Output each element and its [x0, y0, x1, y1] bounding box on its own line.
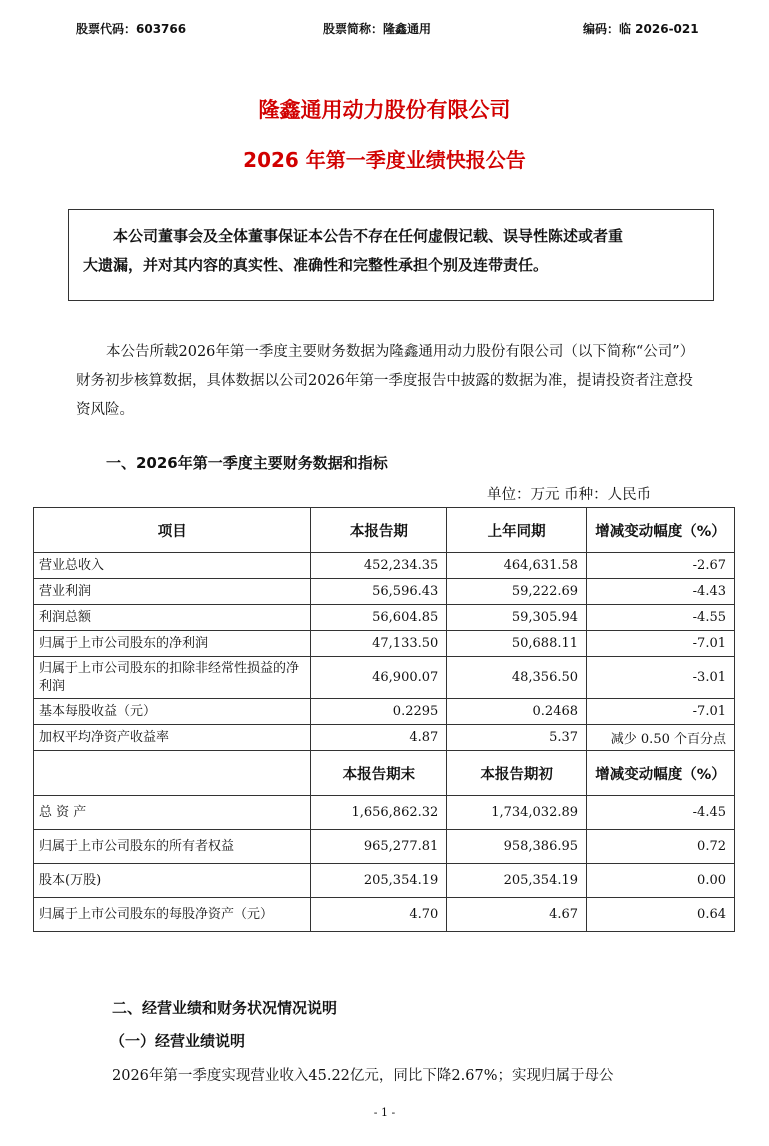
table-row	[34, 631, 735, 657]
stock-code: 股票代码：603766	[76, 22, 187, 36]
row-previous: 50,688.11	[447, 631, 587, 657]
row-item: 营业利润	[34, 579, 311, 605]
row-item: 利润总额	[34, 605, 311, 631]
row-item: 归属于上市公司股东的每股净资产（元）	[34, 898, 311, 932]
row-current: 4.70	[311, 898, 447, 932]
col-header-change-2: 增减变动幅度（%）	[587, 751, 735, 796]
row-change: -2.67	[587, 553, 735, 579]
row-change: 0.72	[587, 830, 735, 864]
table-header-row	[34, 508, 735, 553]
row-change: -7.01	[587, 631, 735, 657]
row-previous: 1,734,032.89	[447, 796, 587, 830]
table-row	[34, 605, 735, 631]
row-previous: 59,222.69	[447, 579, 587, 605]
row-item: 基本每股收益（元）	[34, 699, 311, 725]
company-title: 隆鑫通用动力股份有限公司	[258, 98, 511, 122]
col-header-period-end: 本报告期末	[311, 751, 447, 796]
row-item: 加权平均净资产收益率	[34, 725, 311, 751]
row-previous: 48,356.50	[447, 657, 587, 699]
row-item: 归属于上市公司股东的净利润	[34, 631, 311, 657]
row-previous: 59,305.94	[447, 605, 587, 631]
col-header-period-start: 本报告期初	[447, 751, 587, 796]
table-row	[34, 553, 735, 579]
board-statement-line-1: 本公司董事会及全体董事保证本公告不存在任何虚假记载、误导性陈述或者重	[113, 227, 624, 245]
row-current: 47,133.50	[311, 631, 447, 657]
col-header-current: 本报告期	[311, 508, 447, 553]
row-item: 归属于上市公司股东的扣除非经常性损益的净利润	[34, 657, 311, 699]
row-current: 56,604.85	[311, 605, 447, 631]
financial-data-table	[33, 507, 735, 932]
row-previous: 464,631.58	[447, 553, 587, 579]
table-row	[34, 864, 735, 898]
section-1-heading: 一、2026年第一季度主要财务数据和指标	[106, 454, 388, 472]
row-previous: 4.67	[447, 898, 587, 932]
row-item: 营业总收入	[34, 553, 311, 579]
section-2-heading: 二、经营业绩和财务状况情况说明	[112, 999, 338, 1017]
table-row	[34, 699, 735, 725]
row-change: 0.00	[587, 864, 735, 898]
subsection-heading: （一）经营业绩说明	[110, 1032, 246, 1050]
table-row	[34, 725, 735, 751]
row-item: 股本(万股)	[34, 864, 311, 898]
board-statement-box	[68, 209, 714, 301]
row-change: -4.43	[587, 579, 735, 605]
table-row	[34, 796, 735, 830]
board-statement-line-2: 大遗漏，并对其内容的真实性、准确性和完整性承担个别及连带责任。	[83, 256, 549, 274]
row-previous: 5.37	[447, 725, 587, 751]
row-previous: 205,354.19	[447, 864, 587, 898]
row-current: 1,656,862.32	[311, 796, 447, 830]
row-current: 56,596.43	[311, 579, 447, 605]
report-title: 2026 年第一季度业绩快报公告	[243, 148, 526, 172]
row-item: 归属于上市公司股东的所有者权益	[34, 830, 311, 864]
col-header-item: 项目	[34, 508, 311, 553]
col-header-blank	[34, 751, 311, 796]
col-header-previous: 上年同期	[447, 508, 587, 553]
row-current: 965,277.81	[311, 830, 447, 864]
row-change: -4.45	[587, 796, 735, 830]
row-item: 总 资 产	[34, 796, 311, 830]
table-subheader-row	[34, 751, 735, 796]
row-change: 减少 0.50 个百分点	[587, 725, 735, 751]
table-row	[34, 898, 735, 932]
intro-paragraph: 本公告所载2026年第一季度主要财务数据为隆鑫通用动力股份有限公司（以下简称“公司”）财务初步核算数据，具体数据以公司2026年第一季度报告中披露的数据为准，提请投资者注意投资风险。	[76, 344, 695, 418]
row-current: 205,354.19	[311, 864, 447, 898]
row-previous: 958,386.95	[447, 830, 587, 864]
row-current: 0.2295	[311, 699, 447, 725]
table-row	[34, 657, 735, 699]
col-header-change: 增减变动幅度（%）	[587, 508, 735, 553]
row-change: -7.01	[587, 699, 735, 725]
document-number: 编码：临 2026-021	[583, 22, 699, 36]
row-change: 0.64	[587, 898, 735, 932]
page-number: - 1 -	[373, 1106, 396, 1119]
row-change: -3.01	[587, 657, 735, 699]
stock-name: 股票简称：隆鑫通用	[323, 22, 432, 36]
row-current: 452,234.35	[311, 553, 447, 579]
body-paragraph: 2026年第一季度实现营业收入45.22亿元，同比下降2.67%；实现归属于母公	[112, 1068, 614, 1084]
row-previous: 0.2468	[447, 699, 587, 725]
row-current: 46,900.07	[311, 657, 447, 699]
row-change: -4.55	[587, 605, 735, 631]
unit-note: 单位：万元 币种：人民币	[487, 487, 652, 503]
table-row	[34, 579, 735, 605]
row-current: 4.87	[311, 725, 447, 751]
table-row	[34, 830, 735, 864]
